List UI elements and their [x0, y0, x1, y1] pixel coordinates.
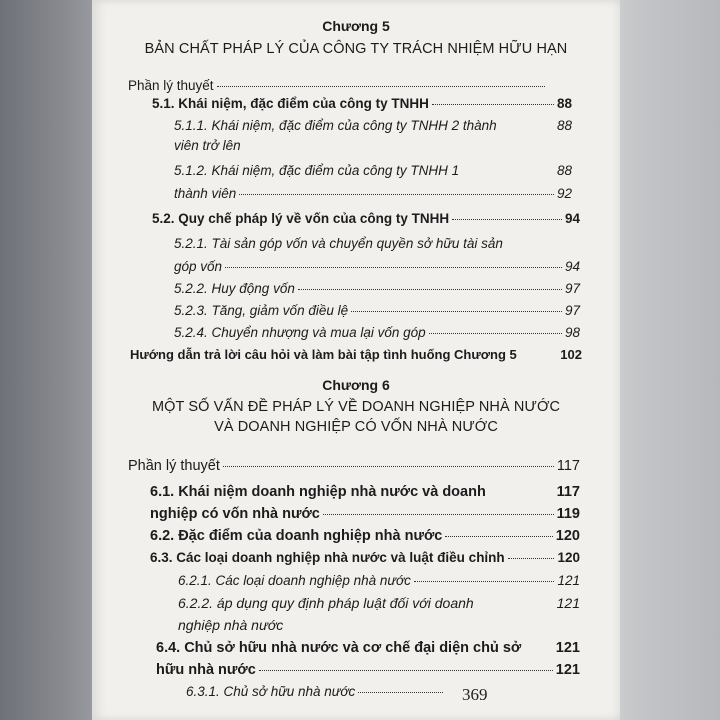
toc-page-number: 88: [556, 163, 572, 178]
toc-entry: [178, 573, 580, 588]
toc-entry: [128, 458, 580, 474]
toc-page-number: 121: [557, 573, 580, 588]
toc-entry: [174, 163, 572, 178]
chapter-5-title: BẢN CHẤT PHÁP LÝ CỦA CÔNG TY TRÁCH NHIỆM HỮU HẠN: [144, 41, 568, 57]
toc-leader: [259, 670, 553, 671]
toc-leader: [239, 194, 554, 195]
toc-entry-text: viên trở lên: [174, 138, 241, 153]
toc-page-number: 97: [564, 281, 580, 296]
toc-leader: [452, 219, 562, 220]
chapter-5-heading: Chương 5: [322, 18, 390, 34]
toc-entry-text: hữu nhà nước: [156, 662, 256, 678]
toc-entry-text: 6.1. Khái niệm doanh nghiệp nhà nước và doanh: [150, 484, 486, 500]
toc-entry: [152, 96, 572, 111]
toc-entry: [174, 236, 504, 251]
toc-entry: [186, 684, 446, 699]
toc-entry-text: 6.2.2. áp dụng quy định pháp luật đối với doanh: [178, 595, 474, 611]
toc-entry: [156, 662, 580, 678]
toc-entry-text: 6.4. Chủ sở hữu nhà nước và cơ chế đại diện chủ sở: [156, 640, 522, 656]
toc-entry-text: 5.1.1. Khái niệm, đặc điểm của công ty TNHH 2 thành: [174, 118, 497, 133]
toc-entry: [174, 303, 580, 318]
toc-leader: [358, 692, 443, 693]
toc-leader: [414, 581, 555, 582]
page-number: 369: [462, 685, 488, 704]
toc-leader: [429, 333, 562, 334]
toc-leader: [445, 536, 552, 537]
toc-entry: [150, 528, 580, 544]
toc-page-number: 92: [556, 186, 572, 201]
toc-page-number: 88: [556, 96, 572, 111]
toc-entry-text: 5.1. Khái niệm, đặc điểm của công ty TNHH: [152, 96, 429, 111]
toc-entry-text: 5.2.1. Tài sản góp vốn và chuyển quyền sở hữu tài sản: [174, 236, 503, 251]
toc-entry-text: nghiệp có vốn nhà nước: [150, 506, 320, 522]
toc-entry: [150, 484, 580, 500]
toc-entry-text: góp vốn: [174, 259, 223, 274]
toc-entry-text: 5.2. Quy chế pháp lý về vốn của công ty TNHH: [152, 211, 450, 226]
toc-entry-text: 6.2.1. Các loại doanh nghiệp nhà nước: [178, 573, 411, 588]
toc-leader: [223, 466, 554, 467]
toc-entry: [174, 118, 572, 133]
background-left: [0, 0, 96, 720]
toc-leader: [217, 86, 545, 87]
toc-leader: [323, 514, 554, 515]
background-right: [610, 0, 720, 720]
toc-page-number: 98: [564, 325, 580, 340]
toc-leader: [298, 289, 562, 290]
toc-page-number: 94: [564, 259, 580, 274]
toc-page-number: 102: [560, 347, 582, 362]
toc-page-number: 120: [555, 528, 580, 544]
toc-entry: [174, 259, 580, 274]
toc-page-number: 121: [556, 595, 580, 611]
chapter-6-title-line1: MỘT SỐ VẤN ĐỀ PHÁP LÝ VỀ DOANH NGHIỆP NHÀ NƯỚC: [151, 399, 561, 415]
toc-page-number: 120: [557, 550, 580, 565]
toc-entry: [150, 550, 580, 565]
toc-entry: [178, 617, 478, 633]
toc-entry-text: thành viên: [174, 186, 237, 201]
book-page: [92, 0, 620, 720]
toc-page-number: 88: [556, 118, 572, 133]
toc-page-number: 94: [564, 211, 580, 226]
toc-leader: [508, 558, 555, 559]
toc-entry: [152, 211, 580, 226]
chapter-6-heading: Chương 6: [322, 377, 390, 393]
toc-entry: [178, 595, 580, 611]
toc-entry: [174, 281, 580, 296]
toc-page-number: 119: [556, 506, 580, 522]
toc-entry: [174, 325, 580, 340]
toc-entry-text: Hướng dẫn trả lời câu hỏi và làm bài tập tình huống Chương 5: [130, 347, 517, 362]
toc-leader: [225, 267, 562, 268]
toc-entry-text: 5.2.3. Tăng, giảm vốn điều lệ: [174, 303, 349, 318]
toc-entry: [156, 640, 580, 656]
toc-entry-text: 5.1.2. Khái niệm, đặc điểm của công ty TNHH 1: [174, 163, 460, 178]
toc-entry-text: Phần lý thuyết: [128, 458, 220, 474]
toc-entry: [174, 186, 572, 201]
toc-page-number: 117: [556, 484, 580, 500]
toc-entry-text: 6.3. Các loại doanh nghiệp nhà nước và luật điều chỉnh: [150, 550, 505, 565]
toc-page-number: 121: [555, 662, 580, 678]
toc-entry: [174, 138, 474, 153]
toc-entry-text: 5.2.4. Chuyển nhượng và mua lại vốn góp: [174, 325, 426, 340]
toc-entry: [150, 506, 580, 522]
toc-page-number: 121: [555, 640, 580, 656]
toc-entry: [130, 347, 582, 362]
toc-entry-text: Phần lý thuyết: [128, 78, 214, 93]
toc-entry-text: 5.2.2. Huy động vốn: [174, 281, 295, 296]
chapter-6-title-line2: VÀ DOANH NGHIỆP CÓ VỐN NHÀ NƯỚC: [214, 419, 498, 435]
toc-leader: [432, 104, 554, 105]
toc-page-number: 117: [556, 458, 580, 474]
toc-entry: [128, 78, 548, 93]
toc-entry-text: 6.3.1. Chủ sở hữu nhà nước: [186, 684, 356, 699]
toc-entry-text: nghiệp nhà nước: [178, 617, 284, 633]
toc-entry-text: 6.2. Đặc điểm của doanh nghiệp nhà nước: [150, 528, 443, 544]
toc-page-number: 97: [564, 303, 580, 318]
toc-leader: [351, 311, 562, 312]
